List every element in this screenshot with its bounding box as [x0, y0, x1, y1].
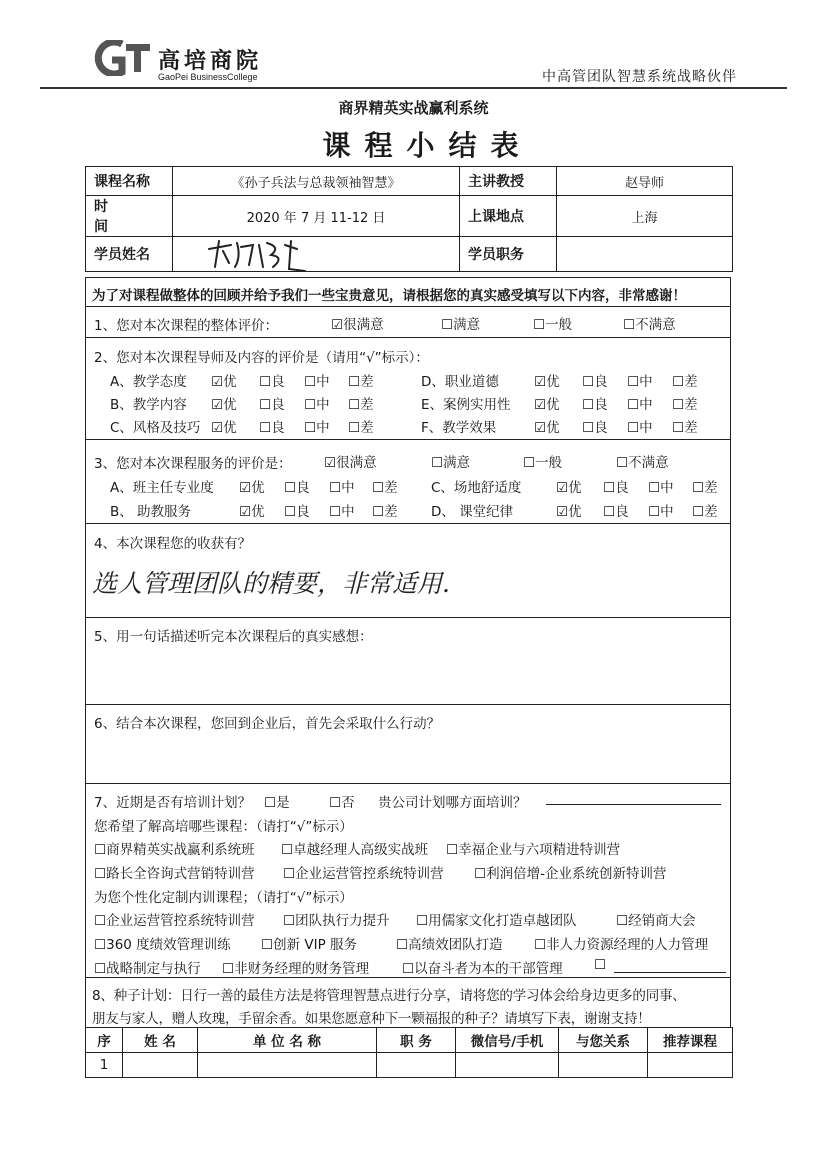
- course-option[interactable]: ☐商界精英实战赢利系统班: [94, 842, 255, 858]
- rating-label: E、案例实用性: [421, 397, 511, 413]
- rating-option[interactable]: ☐良: [259, 374, 285, 390]
- course-option[interactable]: ☐卓越经理人高级实战班: [281, 842, 429, 858]
- rating-label: D、 课堂纪律: [431, 504, 514, 520]
- inhouse-option[interactable]: ☐以奋斗者为本的干部管理: [402, 961, 563, 977]
- inhouse-option[interactable]: ☐经销商大会: [616, 913, 696, 929]
- col-header-name: 姓 名: [123, 1028, 198, 1053]
- rating-option[interactable]: ☐差: [348, 420, 374, 436]
- rating-option[interactable]: ☑优: [534, 397, 560, 413]
- col-header-relation: 与您关系: [559, 1028, 648, 1053]
- student-signature[interactable]: [173, 237, 460, 272]
- course-option[interactable]: ☐幸福企业与六项精进特训营: [446, 842, 621, 858]
- q4-text: 4、本次课程您的收获有？: [94, 536, 252, 552]
- col-header-position: 职 务: [377, 1028, 456, 1053]
- rating-label: D、职业道德: [421, 374, 499, 390]
- rating-label: C、风格及技巧: [110, 420, 201, 436]
- rating-option[interactable]: ☐中: [329, 480, 355, 496]
- intro-box: [85, 277, 731, 307]
- q3-option-unsatisfied[interactable]: ☐不满意: [616, 455, 669, 471]
- student-label: 学员姓名: [86, 237, 173, 272]
- rating-label: A、教学态度: [110, 374, 187, 390]
- q7-text: 7、近期是否有培训计划？: [94, 795, 252, 811]
- rating-option[interactable]: ☐差: [672, 397, 698, 413]
- inhouse-option[interactable]: ☐用儒家文化打造卓越团队: [416, 913, 577, 929]
- row-no: 1: [86, 1053, 123, 1078]
- q7-yes[interactable]: ☐是: [264, 795, 290, 811]
- teacher-label: 主讲教授: [460, 167, 557, 196]
- q1-option-satisfied[interactable]: ☐满意: [441, 317, 481, 333]
- rating-option[interactable]: ☐差: [372, 480, 398, 496]
- question-5: [85, 617, 731, 705]
- question-1: [85, 306, 731, 338]
- rating-label: B、 助教服务: [110, 504, 192, 520]
- rating-option[interactable]: ☐差: [672, 420, 698, 436]
- q8-text-line1: 8、种子计划：日行一善的最佳方法是将管理智慧点进行分享，请将您的学习体会给身边更多的同事、: [92, 988, 686, 1004]
- q7-plan-question: 贵公司计划哪方面培训？: [378, 795, 527, 811]
- rating-option[interactable]: ☐中: [304, 397, 330, 413]
- rating-option[interactable]: ☐中: [329, 504, 355, 520]
- rating-option[interactable]: ☑优: [239, 504, 265, 520]
- place-value[interactable]: 上海: [557, 196, 733, 237]
- inhouse-option[interactable]: ☐战略制定与执行: [94, 961, 201, 977]
- intro-text: 为了对课程做整体的回顾并给予我们一些宝贵意见，请根据您的真实感受填写以下内容，非常感谢！: [92, 288, 686, 304]
- rating-option[interactable]: ☐差: [348, 374, 374, 390]
- rating-option[interactable]: ☑优: [211, 397, 237, 413]
- rating-option[interactable]: ☐良: [582, 374, 608, 390]
- rating-option[interactable]: ☐良: [603, 504, 629, 520]
- logo-text-cn: 高培商院: [158, 49, 263, 74]
- rating-label: B、教学内容: [110, 397, 187, 413]
- course-option[interactable]: ☐利润倍增-企业系统创新特训营: [474, 866, 667, 882]
- rating-option[interactable]: ☐中: [627, 420, 653, 436]
- rating-option[interactable]: ☐差: [692, 480, 718, 496]
- rating-option[interactable]: ☐中: [648, 480, 674, 496]
- handwritten-signature: [201, 237, 311, 271]
- rating-option[interactable]: ☐中: [304, 420, 330, 436]
- inhouse-option[interactable]: ☐非人力资源经理的人力管理: [534, 937, 709, 953]
- rating-option[interactable]: ☑优: [534, 374, 560, 390]
- q3-option-average[interactable]: ☐一般: [523, 455, 563, 471]
- table-header-row: [86, 1028, 733, 1053]
- cell-company[interactable]: [198, 1053, 377, 1078]
- course-label: 课程名称: [86, 167, 173, 196]
- col-header-company: 单 位 名 称: [198, 1028, 377, 1053]
- rating-option[interactable]: ☐中: [648, 504, 674, 520]
- q2-text: 2、您对本次课程导师及内容的评价是（请用“√”标示）：: [94, 350, 429, 366]
- q7-courses-question: 您希望了解高培哪些课程：（请打“√”标示）: [94, 819, 353, 835]
- rating-option[interactable]: ☑优: [211, 420, 237, 436]
- inhouse-option[interactable]: ☐非财务经理的财务管理: [222, 961, 370, 977]
- rating-option[interactable]: ☐差: [672, 374, 698, 390]
- question-4: [85, 523, 731, 618]
- tagline: 中高管团队智慧系统战略伙伴: [542, 69, 737, 85]
- q5-text: 5、用一句话描述听完本次课程后的真实感想：: [94, 629, 373, 645]
- q7-inhouse-question: 为您个性化定制内训课程；（请打“√”标示）: [94, 890, 353, 906]
- course-value[interactable]: 《孙子兵法与总裁领袖智慧》: [173, 167, 460, 196]
- rating-option[interactable]: ☐良: [284, 504, 310, 520]
- rating-option[interactable]: ☑优: [556, 480, 582, 496]
- page-title: 课程小结表: [322, 129, 533, 162]
- q7-other-blank[interactable]: [614, 972, 726, 973]
- rating-option[interactable]: ☐中: [304, 374, 330, 390]
- logo-mark-icon: [92, 40, 154, 76]
- course-option[interactable]: ☐路长全咨询式营销特训营: [94, 866, 255, 882]
- rating-option[interactable]: ☐良: [259, 420, 285, 436]
- rating-label: A、班主任专业度: [110, 480, 214, 496]
- position-value[interactable]: [557, 237, 733, 272]
- inhouse-option[interactable]: ☐团队执行力提升: [283, 913, 390, 929]
- rating-option[interactable]: ☐中: [627, 374, 653, 390]
- cell-position[interactable]: [377, 1053, 456, 1078]
- q1-option-very-satisfied[interactable]: ☑很满意: [331, 317, 384, 333]
- rating-option[interactable]: ☐中: [627, 397, 653, 413]
- rating-option[interactable]: ☐良: [582, 420, 608, 436]
- time-value[interactable]: 2020 年 7 月 11-12 日: [173, 196, 460, 237]
- q3-text: 3、您对本次课程服务的评价是：: [94, 456, 292, 472]
- course-option[interactable]: ☐企业运营管控系统特训营: [283, 866, 444, 882]
- inhouse-option[interactable]: ☐: [594, 957, 607, 973]
- cell-course[interactable]: [648, 1053, 733, 1078]
- place-label: 上课地点: [460, 196, 557, 237]
- q1-option-unsatisfied[interactable]: ☐不满意: [623, 317, 676, 333]
- question-6: [85, 704, 731, 784]
- info-table: [85, 166, 733, 272]
- rating-option[interactable]: ☑优: [211, 374, 237, 390]
- q1-text: 1、您对本次课程的整体评价：: [94, 318, 279, 334]
- logo-text-en: GaoPei BusinessCollege: [158, 72, 258, 82]
- rating-option[interactable]: ☐差: [372, 504, 398, 520]
- question-3: [85, 439, 731, 524]
- rating-option[interactable]: ☐良: [603, 480, 629, 496]
- q3-option-satisfied[interactable]: ☐满意: [431, 455, 471, 471]
- inhouse-option[interactable]: ☐创新 VIP 服务: [261, 937, 358, 953]
- rating-option[interactable]: ☑优: [556, 504, 582, 520]
- question-7: [85, 783, 731, 978]
- rating-option[interactable]: ☑优: [534, 420, 560, 436]
- seed-plan-table: [85, 1027, 733, 1078]
- q7-plan-blank[interactable]: [546, 804, 721, 805]
- q7-no[interactable]: ☐否: [329, 795, 355, 811]
- question-8: [85, 977, 731, 1028]
- position-label: 学员职务: [460, 237, 557, 272]
- inhouse-option[interactable]: ☐360 度绩效管理训练: [94, 937, 231, 953]
- header-divider: [40, 87, 787, 89]
- teacher-value[interactable]: 赵导师: [557, 167, 733, 196]
- col-header-course: 推荐课程: [648, 1028, 733, 1053]
- q8-text-line2: 朋友与家人，赠人玫瑰，手留余香。如果您愿意种下一颗福报的种子？请填写下表，谢谢支持！: [92, 1011, 651, 1027]
- subtitle: 商界精英实战赢利系统: [338, 99, 489, 117]
- rating-option[interactable]: ☐良: [284, 480, 310, 496]
- rating-option[interactable]: ☐良: [259, 397, 285, 413]
- q4-answer[interactable]: 选人管理团队的精要，非常适用.: [92, 569, 450, 598]
- rating-label: F、教学效果: [421, 420, 497, 436]
- table-row: [86, 1053, 733, 1078]
- inhouse-option[interactable]: ☐高绩效团队打造: [396, 937, 503, 953]
- q1-option-average[interactable]: ☐一般: [533, 317, 573, 333]
- rating-option[interactable]: ☐差: [692, 504, 718, 520]
- inhouse-option[interactable]: ☐企业运营管控系统特训营: [94, 913, 255, 929]
- cell-contact[interactable]: [456, 1053, 559, 1078]
- col-header-no: 序: [86, 1028, 123, 1053]
- q6-text: 6、结合本次课程，您回到企业后，首先会采取什么行动？: [94, 716, 441, 732]
- rating-option[interactable]: ☐差: [348, 397, 374, 413]
- time-label: 时间: [86, 196, 173, 237]
- question-2: [85, 337, 731, 440]
- rating-option[interactable]: ☐良: [582, 397, 608, 413]
- rating-option[interactable]: ☑优: [239, 480, 265, 496]
- cell-name[interactable]: [123, 1053, 198, 1078]
- q3-option-very-satisfied[interactable]: ☑很满意: [324, 455, 377, 471]
- rating-label: C、场地舒适度: [431, 480, 522, 496]
- col-header-contact: 微信号/手机: [456, 1028, 559, 1053]
- cell-relation[interactable]: [559, 1053, 648, 1078]
